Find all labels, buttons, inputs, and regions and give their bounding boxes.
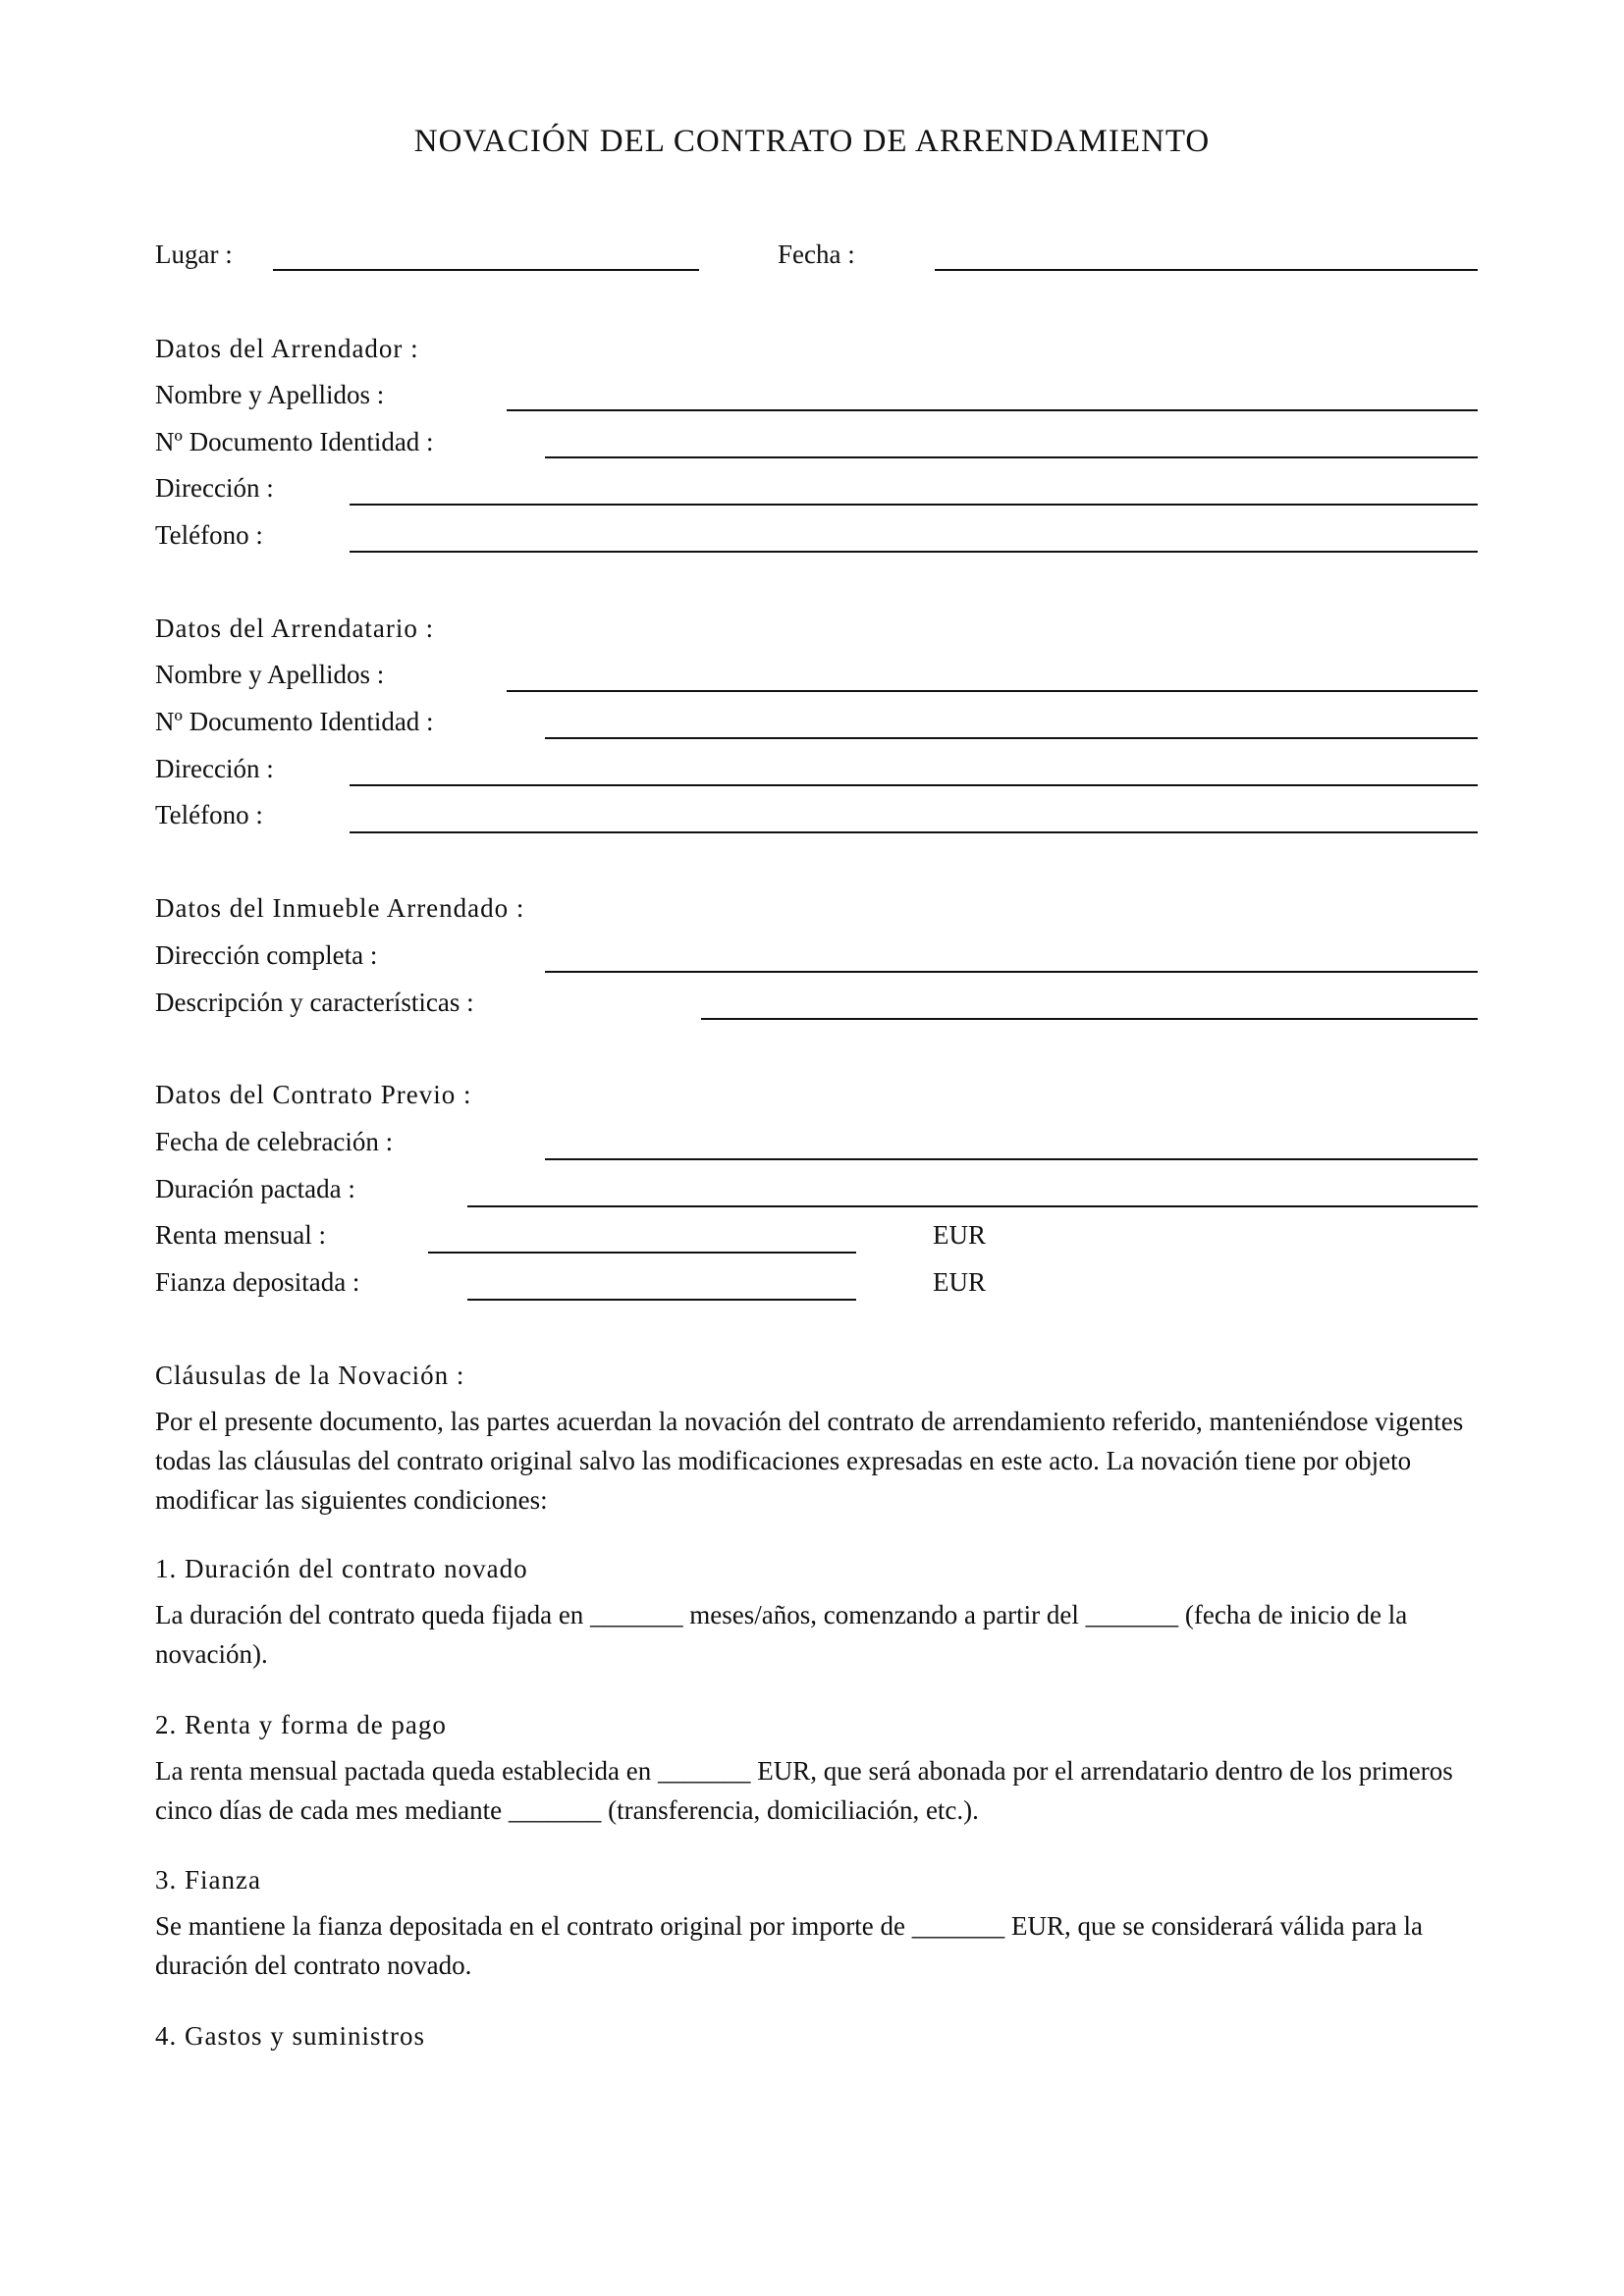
fecha-field[interactable]	[935, 269, 1478, 271]
arrendador-heading: Datos del Arrendador :	[155, 334, 419, 363]
arrendador-telefono-field[interactable]	[350, 551, 1478, 553]
lugar-label: Lugar :	[155, 240, 233, 269]
contrato-renta-unit: EUR	[933, 1220, 986, 1250]
arrendatario-documento-field[interactable]	[545, 737, 1478, 739]
inmueble-direccion-label: Dirección completa :	[155, 940, 378, 970]
clausula-3-text: Se mantiene la fianza depositada en el contrato original por importe de _______ EUR, que se considerará válida para la duración del contrato novado.	[155, 1911, 1424, 1980]
clausulas-heading: Cláusulas de la Novación :	[155, 1361, 465, 1390]
contrato-fianza-unit: EUR	[933, 1267, 986, 1297]
clausula-1-text: La duración del contrato queda fijada en _______ meses/años, comenzando a partir del _______ (fecha de inicio de la novación).	[155, 1600, 1408, 1669]
arrendador-direccion-label: Dirección :	[155, 473, 274, 503]
arrendador-documento-label: Nº Documento Identidad :	[155, 427, 434, 456]
contrato-duracion-field[interactable]	[467, 1205, 1478, 1207]
inmueble-descripcion-label: Descripción y características :	[155, 988, 474, 1017]
contrato-fianza-label: Fianza depositada :	[155, 1267, 360, 1297]
arrendatario-direccion-label: Dirección :	[155, 754, 274, 783]
contrato-fianza-field[interactable]	[467, 1299, 856, 1301]
clausula-3-heading: 3. Fianza	[155, 1865, 261, 1895]
arrendador-nombre-field[interactable]	[507, 409, 1478, 411]
fecha-label: Fecha :	[778, 240, 855, 269]
contrato-renta-field[interactable]	[428, 1252, 856, 1254]
arrendatario-direccion-field[interactable]	[350, 784, 1478, 786]
inmueble-descripcion-field[interactable]	[701, 1018, 1478, 1020]
arrendatario-heading: Datos del Arrendatario :	[155, 614, 435, 643]
contrato-renta-label: Renta mensual :	[155, 1220, 326, 1250]
document-title: NOVACIÓN DEL CONTRATO DE ARRENDAMIENTO	[413, 124, 1211, 159]
clausula-1-heading: 1. Duración del contrato novado	[155, 1554, 528, 1583]
arrendatario-telefono-field[interactable]	[350, 831, 1478, 833]
arrendador-nombre-label: Nombre y Apellidos :	[155, 380, 385, 409]
arrendador-documento-field[interactable]	[545, 456, 1478, 458]
contrato-previo-heading: Datos del Contrato Previo :	[155, 1080, 472, 1109]
arrendador-direccion-field[interactable]	[350, 504, 1478, 506]
arrendatario-telefono-label: Teléfono :	[155, 800, 263, 829]
inmueble-direccion-field[interactable]	[545, 971, 1478, 973]
arrendador-telefono-label: Teléfono :	[155, 520, 263, 550]
contrato-fecha-field[interactable]	[545, 1158, 1478, 1160]
clausulas-intro: Por el presente documento, las partes acuerdan la novación del contrato de arrendamiento referido, manteniéndose vigentes todas las cláusulas del contrato original salvo las modificaciones expresadas en este acto. La novación tiene por objeto modificar las siguientes condiciones:	[155, 1407, 1464, 1515]
inmueble-heading: Datos del Inmueble Arrendado :	[155, 893, 525, 923]
arrendatario-nombre-label: Nombre y Apellidos :	[155, 660, 385, 689]
contrato-fecha-label: Fecha de celebración :	[155, 1127, 394, 1156]
clausula-4-heading: 4. Gastos y suministros	[155, 2021, 426, 2051]
arrendatario-nombre-field[interactable]	[507, 690, 1478, 692]
lugar-field[interactable]	[273, 269, 699, 271]
clausula-2-text: La renta mensual pactada queda establecida en _______ EUR, que será abonada por el arrendatario dentro de los primeros cinco días de cada mes mediante _______ (transferencia, domiciliación, etc.).	[155, 1756, 1453, 1825]
clausula-2-heading: 2. Renta y forma de pago	[155, 1710, 447, 1739]
contrato-duracion-label: Duración pactada :	[155, 1174, 355, 1203]
arrendatario-documento-label: Nº Documento Identidad :	[155, 707, 434, 736]
